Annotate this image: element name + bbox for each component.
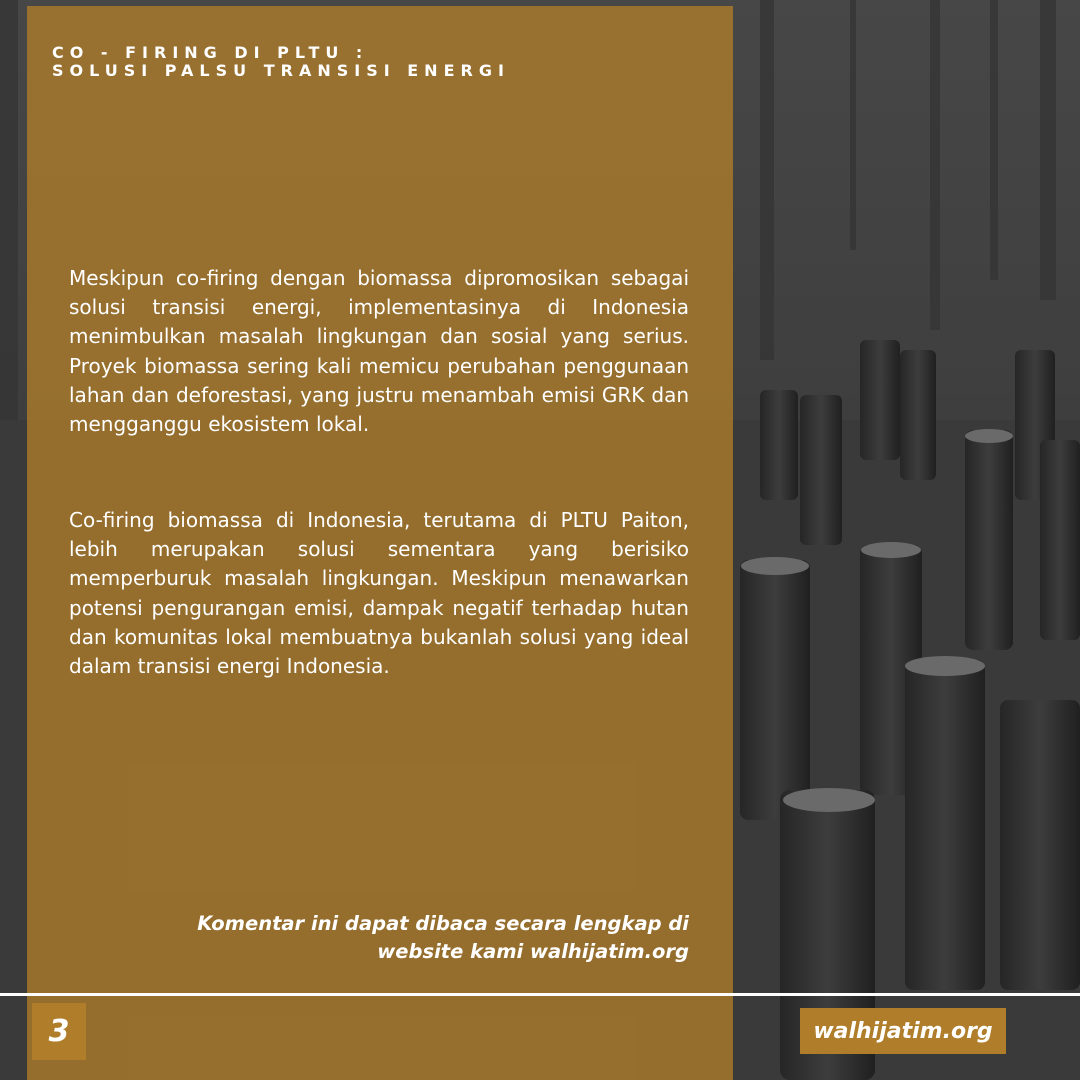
title-line-1: CO - FIRING DI PLTU : <box>52 43 369 62</box>
paragraph-1: Meskipun co-firing dengan biomassa dipromosikan sebagai solusi transisi energi, implementasinya di Indonesia menimbulkan masalah lingkungan dan sosial yang serius. Proyek biomassa sering kali memicu perubahan penggunaan lahan dan deforestasi, yang justru menambah emisi GRK dan mengganggu ekosistem lokal. <box>69 266 689 437</box>
divider-line <box>0 993 1080 996</box>
title-line-2: SOLUSI PALSU TRANSISI ENERGI <box>52 61 510 80</box>
note-line-1: Komentar ini dapat dibaca secara lengkap di <box>197 912 689 935</box>
page-title <box>52 44 510 80</box>
read-more-note <box>69 910 689 966</box>
page-number-badge: 3 <box>32 1003 86 1060</box>
website-badge[interactable]: walhijatim.org <box>800 1008 1006 1054</box>
paragraph-2: Co-firing biomassa di Indonesia, terutama di PLTU Paiton, lebih merupakan solusi sementara yang berisiko memperburuk masalah lingkungan. Meskipun menawarkan potensi pengurangan emisi, dampak negatif terhadap hutan dan komunitas lokal membuatnya bukanlah solusi yang ideal dalam transisi energi Indonesia. <box>69 508 689 679</box>
note-line-2: website kami walhijatim.org <box>377 940 689 963</box>
